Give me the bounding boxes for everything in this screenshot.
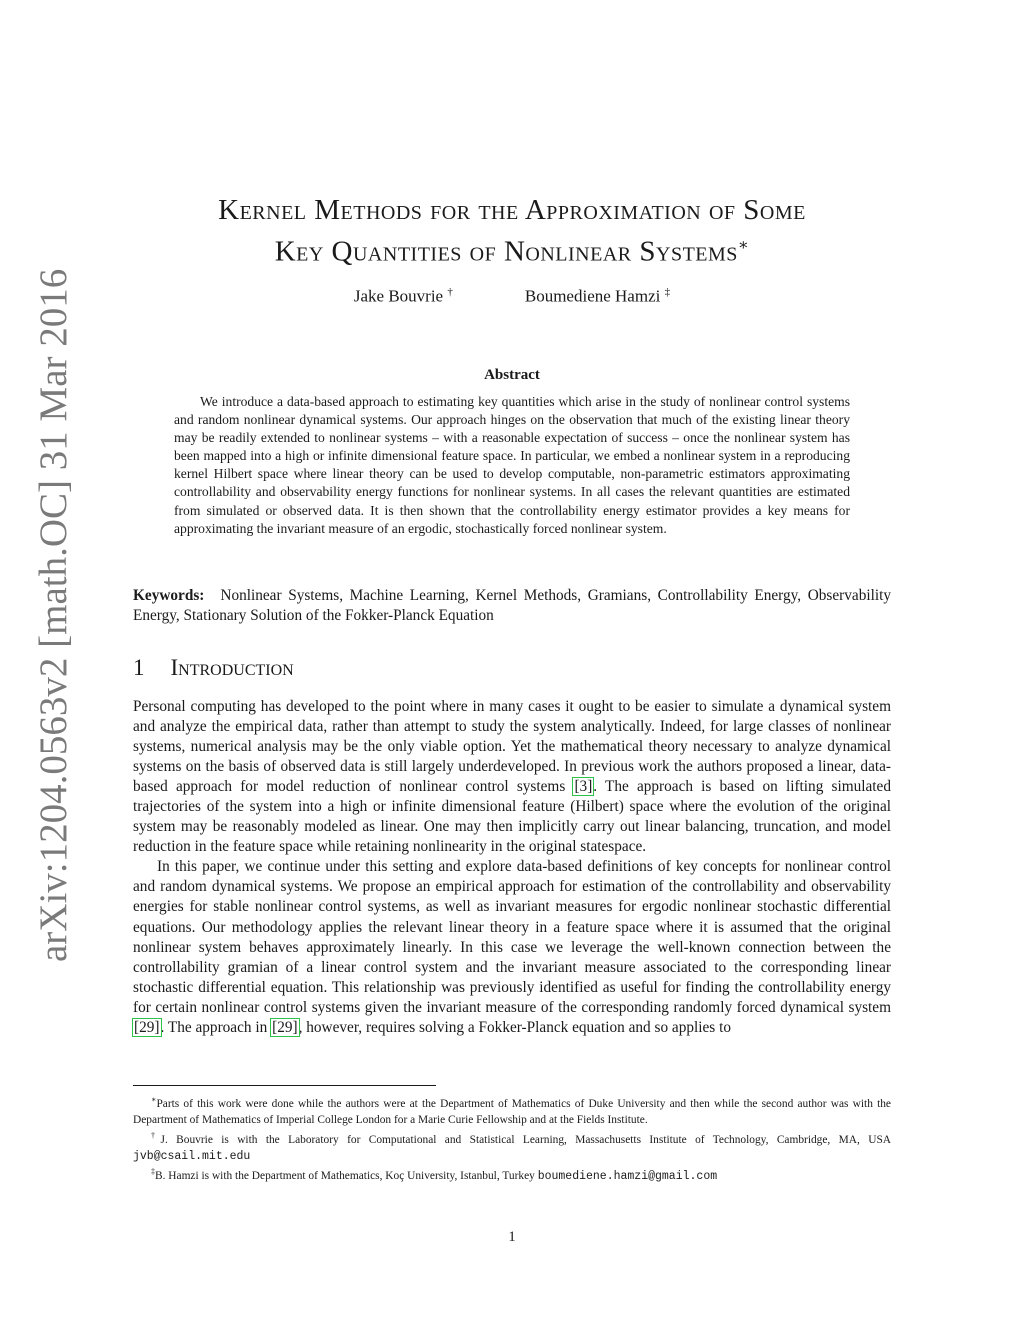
page-number: 1 [508,1229,516,1245]
author-2-name: Boumediene Hamzi [524,286,661,306]
keywords-block [133,586,891,626]
footnote-1-mark: ∗ [151,1095,157,1104]
author-2-mark: ‡ [664,286,671,298]
footnote-1 [133,1092,891,1128]
author-1 [354,286,453,307]
footnote-1-text: Parts of this work were done while the authors were at the Department of Mathematics of Duke University and then while the second author was with the Department of Mathematics of Imperial College London for a Marie Curie Fellowship and at the Fields Institute. [133,1097,891,1126]
keywords-text: Nonlinear Systems, Machine Learning, Kernel Methods, Gramians, Controllability Energy, Observability Energy, Stationary Solution of the Fokker-Planck Equation [133,587,891,624]
title-line-2-text: Key Quantities of Nonlinear Systems [274,235,738,268]
abstract-heading: Abstract [484,367,540,383]
footnote-3-text: B. Hamzi is with the Department of Mathematics, Koç University, Istanbul, Turkey [155,1170,538,1183]
abstract-body: We introduce a data-based approach to estimating key quantities which arise in the study of nonlinear control systems and random nonlinear dynamical systems. Our approach hinges on the observation that much of the existing linear theory may be readily extended to nonlinear systems – with a reasonable expectation of success – once the nonlinear system has been mapped into a high or infinite dimensional feature space. In particular, we embed a nonlinear system in a reproducing kernel Hilbert space where linear theory can be used to develop computable, non-parametric estimators approximating controllability and observability energy functions for nonlinear systems. In all cases the relevant quantities are estimated from simulated or observed data. It is then shown that the controllability energy estimator provides a key means for approximating the invariant measure of an ergodic, stochastically forced nonlinear system. [174,394,850,536]
citation-link-29-second[interactable]: [29] [272,1018,298,1036]
author-2 [525,286,670,307]
keywords-label: Keywords: [133,587,205,604]
paragraph-1-text-b: . The approach is based on lifting simulated trajectories of the system into a high or infinite dimensional feature (Hilbert) space where the evolution of the original system may be reasonably modeled as linear. One may then implicitly carry out linear balancing, truncation, and model reduction in the feature space while retaining nonlinearity in the original statespace. [133,778,891,856]
arxiv-identifier-stamp: arXiv:1204.0563v2 [math.OC] 31 Mar 2016 [32,268,75,962]
paragraph-1 [133,697,891,857]
footnote-divider [133,1085,436,1086]
footnote-2 [133,1128,891,1164]
citation-link-29[interactable]: [29] [134,1018,160,1036]
title-line-1: Kernel Methods for the Approximation of Some [218,194,806,226]
paragraph-2 [133,857,891,1037]
footnote-2-text: J. Bouvrie is with the Laboratory for Computational and Statistical Learning, Massachusetts Institute of Technology, Cambridge, MA, USA [160,1134,892,1146]
title-footnote-mark: ∗ [737,237,750,254]
footnote-3 [133,1164,891,1185]
section-heading-introduction [133,655,294,681]
citation-link-3[interactable]: [3] [574,778,593,796]
paragraph-2-text-a: In this paper, we continue under this setting and explore data-based definitions of key concepts for nonlinear control and random dynamical systems. We propose an empirical approach for estimation of the controllability and observability energies for stable nonlinear control systems, as well as invariant measures for ergodic nonlinear stochastic differential equations. Our methodology applies the relevant linear theory in a feature space where it is assumed that the original nonlinear system behaves approximately linearly. In this case we leverage the well-known connection between the controllability gramian of a linear control system and the invariant measure associated to the corresponding linear stochastic differential equation. This relationship was previously identified as useful for finding the controllability energy for certain nonlinear control systems given the invariant measure of the corresponding randomly forced dynamical system [133,858,891,1016]
footnote-2-mark: † [151,1131,161,1141]
footnotes [133,1092,891,1185]
title-line-2 [100,228,924,270]
introduction-body [133,697,891,1038]
author-list [300,286,724,307]
footnote-3-email: boumediene.hamzi@gmail.com [537,1170,718,1184]
section-title: Introduction [170,655,294,680]
paragraph-2-text-c: , however, requires solving a Fokker-Planck equation and so applies to [298,1018,731,1036]
paper-title [100,192,924,270]
section-number: 1 [133,655,145,680]
footnote-2-email: jvb@csail.mit.edu [133,1149,251,1163]
author-1-mark: † [447,286,453,298]
footnote-3-mark: ‡ [151,1167,155,1177]
paragraph-2-text-b: . The approach in [160,1018,272,1036]
author-1-name: Jake Bouvrie [353,286,444,306]
paragraph-1-text-a: Personal computing has developed to the point where in many cases it ought to be easier to simulate a dynamical system and analyze the empirical data, rather than attempt to study the system analytically. Indeed, for large classes of nonlinear systems, numerical analysis may be the only viable option. Yet the mathematical theory necessary to analyze dynamical systems on the basis of observed data is still largely underdeveloped. In previous work the authors proposed a linear, data-based approach for model reduction of nonlinear control systems [133,698,891,796]
